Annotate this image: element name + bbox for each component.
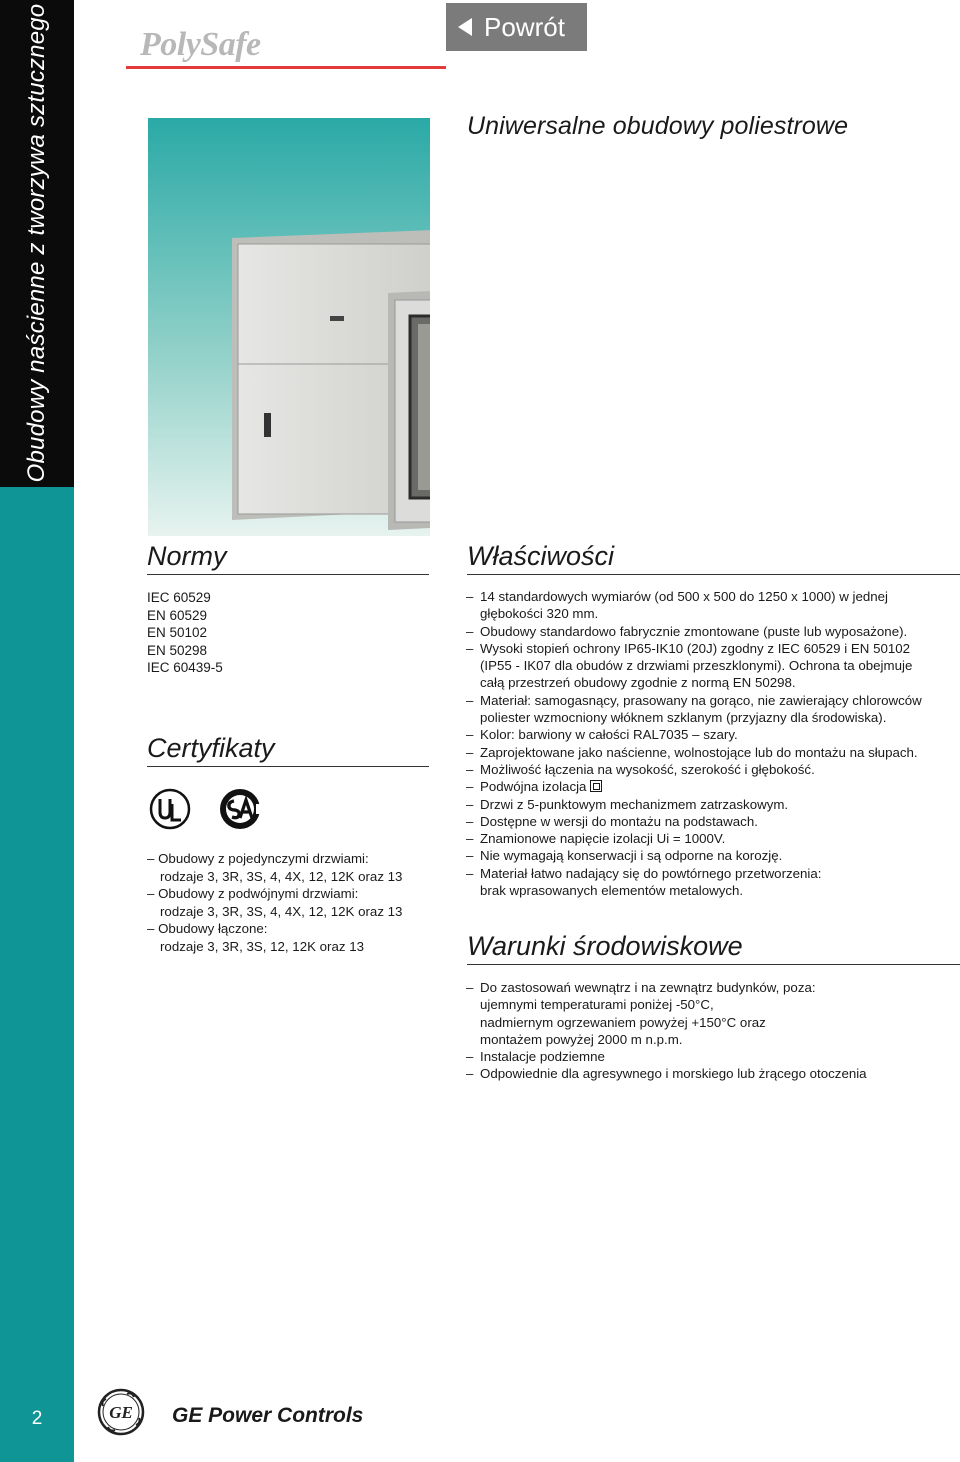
certification-logos [148, 786, 268, 832]
properties-list [466, 588, 956, 899]
property-item: – 14 standardowych wymiarów (od 500 x 500 do 1250 x 1000) w jednej głębokości 320 mm. [466, 588, 956, 623]
certificate-item-types: rodzaje 3, 3R, 3S, 12, 12K oraz 13 [160, 938, 365, 954]
norms-list [147, 589, 223, 677]
property-item: – Materiał: samogasnący, prasowany na gorąco, nie zawierający chlorowców poliester wzmocniony włóknem szklanym (przyjazny dla środowiska). [466, 692, 956, 727]
triangle-left-icon [458, 18, 472, 36]
certificate-item [147, 885, 402, 920]
environment-heading-rule [467, 964, 960, 965]
property-item: – Drzwi z 5-punktowym mechanizmem zatrzaskowym. [466, 796, 956, 813]
certificates-heading: Certyfikaty [147, 733, 275, 763]
certificate-item-title: – Obudowy łączone: [147, 921, 268, 937]
csa-mark-icon [220, 789, 266, 829]
property-item: – Kolor: barwiony w całości RAL7035 – szary. [466, 726, 956, 743]
brand-underline [126, 66, 446, 69]
ge-logo [97, 1388, 145, 1436]
certificates-list [147, 850, 402, 956]
property-item: – Wysoki stopień ochrony IP65-IK10 (20J) zgodny z IEC 60529 i EN 50102 (IP55 - IK07 dla obudów z drzwiami przeszklonymi). Ochrona ta obejmuje całą przestrzeń obudowy zgodnie z normą EN 50298. [466, 640, 956, 692]
ul-mark-icon [151, 790, 189, 828]
product-photo [148, 118, 430, 536]
property-item: – Dostępne w wersji do montażu na podstawach. [466, 813, 956, 830]
properties-heading-rule [467, 574, 960, 575]
property-item: – Znamionowe napięcie izolacji Ui = 1000V. [466, 830, 956, 847]
property-item: – Podwójna izolacja [466, 778, 956, 795]
property-item: – Materiał łatwo nadający się do powtórnego przetworzenia: brak wprasowanych elementów metalowych. [466, 865, 956, 900]
double-insulation-icon [590, 780, 602, 792]
property-item: – Zaprojektowane jako naścienne, wolnostojące lub do montażu na słupach. [466, 744, 956, 761]
page-number: 2 [31, 1408, 43, 1429]
certificate-item-title: – Obudowy z pojedynczymi drzwiami: [147, 851, 369, 866]
sidebar-teal-band [0, 487, 74, 1462]
environment-item: – Instalacje podziemne [466, 1048, 956, 1065]
property-item: – Obudowy standardowo fabrycznie zmontowane (puste lub wyposażone). [466, 623, 956, 640]
certificate-item-types: rodzaje 3, 3R, 3S, 4, 4X, 12, 12K oraz 13 [160, 868, 403, 884]
back-button[interactable] [446, 3, 587, 51]
back-button-label: Powrót [484, 11, 565, 42]
environment-heading: Warunki środowiskowe [467, 931, 743, 961]
ge-logo-text: GE [109, 1403, 133, 1422]
norm-item: EN 50102 [147, 625, 208, 641]
properties-heading: Właściwości [467, 541, 615, 571]
certificate-item [147, 850, 402, 885]
sidebar-title: Obudowy naścienne z tworzywa sztucznego [23, 3, 50, 483]
norm-item: EN 50298 [147, 642, 208, 658]
page-title: Uniwersalne obudowy poliestrowe [467, 112, 849, 140]
norm-item: EN 60529 [147, 607, 208, 623]
environment-item: – Do zastosowań wewnątrz i na zewnątrz budynków, poza: ujemnymi temperaturami poniżej -50°C, nadmiernym ogrzewaniem powyżej +150°C oraz montażem powyżej 2000 m n.p.m. [466, 979, 956, 1048]
certificates-heading-rule [147, 766, 429, 767]
environment-item: – Odpowiednie dla agresywnego i morskiego lub żrącego otoczenia [466, 1065, 956, 1082]
property-item: – Nie wymagają konserwacji i są odporne na korozję. [466, 847, 956, 864]
environment-list [466, 979, 956, 1083]
company-name: GE Power Controls [172, 1404, 364, 1427]
norms-heading-rule [147, 574, 429, 575]
property-item: – Możliwość łączenia na wysokość, szerokość i głębokość. [466, 761, 956, 778]
certificate-item [147, 920, 402, 955]
norm-item: IEC 60529 [147, 590, 211, 605]
certificate-item-title: – Obudowy z podwójnymi drzwiami: [147, 886, 359, 902]
norm-item: IEC 60439-5 [147, 660, 223, 676]
norms-heading: Normy [147, 541, 227, 571]
certificate-item-types: rodzaje 3, 3R, 3S, 4, 4X, 12, 12K oraz 13 [160, 903, 403, 919]
enclosures-illustration [148, 118, 430, 536]
polysafe-logo: PolySafe [140, 26, 261, 63]
